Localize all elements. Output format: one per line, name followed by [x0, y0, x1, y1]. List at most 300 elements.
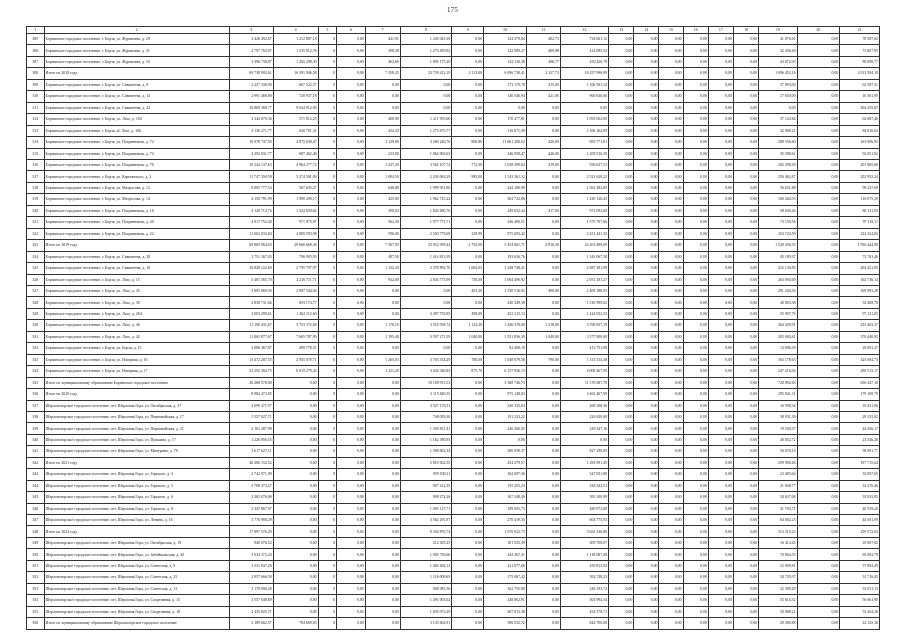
amount-cell: 0,00 — [708, 308, 733, 319]
amount-cell: 0,00 — [797, 194, 840, 205]
amount-cell: 0 — [318, 446, 337, 457]
amount-cell: 396 552,72 — [484, 618, 527, 629]
amount-cell: 0,00 — [659, 297, 683, 308]
amount-cell: 116 671,58 — [484, 125, 527, 136]
amount-cell: 1 218,00 — [526, 320, 560, 331]
amount-cell: 2 230 063,29 — [400, 171, 452, 182]
amount-cell: 0,00 — [526, 515, 560, 526]
amount-cell: 656 447,10 — [840, 377, 880, 388]
amount-cell: 0,00 — [337, 285, 366, 296]
amount-cell: 1 152,20 — [365, 263, 400, 274]
amount-cell: 62 687,46 — [840, 114, 880, 125]
amount-cell: 0,00 — [797, 400, 840, 411]
amount-cell: 0,00 — [526, 446, 560, 457]
amount-cell: 1 094,50 — [365, 171, 400, 182]
amount-cell: 0,00 — [365, 343, 400, 354]
amount-cell: 0,00 — [365, 560, 400, 571]
amount-cell: 0,00 — [634, 480, 659, 491]
amount-cell: 1 424 032,53 — [560, 308, 608, 319]
amount-cell: 0,00 — [733, 366, 758, 377]
amount-cell: 18 007,82 — [840, 537, 880, 548]
amount-cell: 0,00 — [609, 434, 634, 445]
amount-cell: 1 905 736,66 — [400, 549, 452, 560]
amount-cell: 0,00 — [337, 549, 366, 560]
amount-cell: 2 792,00 — [452, 240, 484, 251]
amount-cell: 0 — [318, 171, 337, 182]
amount-cell: 0 — [318, 618, 337, 629]
amount-cell: 0,00 — [365, 457, 400, 468]
amount-cell: 0,00 — [659, 343, 683, 354]
amount-cell: 0,00 — [609, 285, 634, 296]
amount-cell: 0,00 — [708, 549, 733, 560]
amount-cell: 0,00 — [337, 423, 366, 434]
amount-cell: 57 092,49 — [840, 560, 880, 571]
amount-cell: 0,00 — [683, 137, 708, 148]
amount-cell: 0,00 — [609, 228, 634, 239]
amount-cell: 400,90 — [365, 114, 400, 125]
amount-cell: 3 597 271,59 — [400, 331, 452, 342]
amount-cell: 97 118,11 — [840, 217, 880, 228]
amount-cell: 491,30 — [452, 285, 484, 296]
table-row — [27, 354, 880, 365]
amount-cell: 0,00 — [797, 228, 840, 239]
amount-cell: 29 666 668,36 — [273, 240, 318, 251]
amount-cell: 0,00 — [659, 526, 683, 537]
amount-cell: 0,00 — [733, 492, 758, 503]
amount-cell: 0,00 — [797, 251, 840, 262]
amount-cell: 3 136 271,77 — [229, 125, 273, 136]
amount-cell: 29 155,02 — [840, 411, 880, 422]
table-row — [27, 91, 880, 102]
amount-cell: 0,00 — [634, 34, 659, 45]
amount-cell: 1 124,30 — [452, 320, 484, 331]
table-row — [27, 377, 880, 388]
address-cell: Борзинское городское поселение, г. Борзя, ул. Нагорная, д. 17 — [44, 366, 229, 377]
column-number-cell: 2 — [44, 27, 229, 34]
amount-cell: 0,00 — [337, 606, 366, 617]
amount-cell: 295 841,31 — [759, 389, 797, 400]
amount-cell: 0,00 — [708, 114, 733, 125]
amount-cell: 40 803,38 — [759, 297, 797, 308]
amount-cell: 0,00 — [337, 400, 366, 411]
amount-cell: 907 412,35 — [400, 480, 452, 491]
amount-cell: 392 728,23 — [560, 572, 608, 583]
amount-cell: 0,00 — [526, 263, 560, 274]
amount-cell: 0,00 — [273, 446, 318, 457]
amount-cell: 0,00 — [526, 171, 560, 182]
amount-cell: 0,00 — [659, 114, 683, 125]
amount-cell: 41 703,71 — [759, 503, 797, 514]
amount-cell: 0 — [318, 469, 337, 480]
row-number-cell: 353 — [27, 583, 45, 594]
amount-cell: 2 742 971,90 — [229, 469, 273, 480]
amount-cell: 0,00 — [337, 515, 366, 526]
amount-cell: 0 — [318, 400, 337, 411]
amount-cell: 875,70 — [452, 366, 484, 377]
amount-cell: 0,00 — [733, 480, 758, 491]
amount-cell: 55 614,32 — [759, 595, 797, 606]
table-row — [27, 205, 880, 216]
amount-cell: 441,91 — [365, 34, 400, 45]
table-row — [27, 366, 880, 377]
amount-cell: 0,00 — [365, 285, 400, 296]
amount-cell: 0,00 — [683, 446, 708, 457]
amount-cell: 0,00 — [337, 492, 366, 503]
table-row — [27, 400, 880, 411]
amount-cell: 0,00 — [634, 217, 659, 228]
amount-cell: 0,00 — [526, 194, 560, 205]
amount-cell: 1 843 680,76 — [400, 205, 452, 216]
amount-cell: 0,00 — [708, 595, 733, 606]
amount-cell: 0,00 — [337, 618, 366, 629]
amount-cell: 0,00 — [659, 469, 683, 480]
address-cell: Борзинское городское поселение, г. Борзя, ул. Нагорная, д. 16 — [44, 354, 229, 365]
amount-cell: 0,00 — [659, 572, 683, 583]
amount-cell: 0,00 — [337, 377, 366, 388]
amount-cell: 0,00 — [634, 263, 659, 274]
amount-cell: 3 368 746,73 — [484, 377, 527, 388]
amount-cell: 26 268 578,80 — [229, 377, 273, 388]
amount-cell: 0,00 — [708, 182, 733, 193]
address-cell: Шерловогорское городское поселение, пгт. Шерловая Гора, ул. Пушкина, д. 17 — [44, 434, 229, 445]
amount-cell: 0,00 — [609, 492, 634, 503]
amount-cell: 3 753 372,84 — [273, 320, 318, 331]
amount-cell: 0 — [318, 159, 337, 170]
amount-cell: 0,00 — [733, 285, 758, 296]
amount-cell: 567 635,27 — [273, 182, 318, 193]
amount-cell: 0,00 — [526, 411, 560, 422]
amount-cell: 0,00 — [609, 308, 634, 319]
amount-cell: 480 972,08 — [560, 503, 608, 514]
amount-cell: 0,00 — [797, 308, 840, 319]
amount-cell: 124 379,84 — [484, 34, 527, 45]
table-row — [27, 102, 880, 113]
amount-cell: 414 095,54 — [560, 45, 608, 56]
amount-cell: 0,00 — [526, 606, 560, 617]
amount-cell: 0,00 — [797, 537, 840, 548]
amount-cell: 975 693,42 — [484, 228, 527, 239]
amount-cell: 0,00 — [797, 595, 840, 606]
amount-cell: 0,00 — [797, 366, 840, 377]
address-cell: Шерловогорское городское поселение, пгт. Шерловая Гора, ул. Советская, д. 25 — [44, 572, 229, 583]
amount-cell: 0,00 — [337, 240, 366, 251]
amount-cell: 0,00 — [526, 400, 560, 411]
amount-cell: 0,00 — [452, 400, 484, 411]
amount-cell: 0,00 — [634, 389, 659, 400]
address-cell: Борзинское городское поселение, г. Борзя, ул. Пограничная, д. 16 — [44, 205, 229, 216]
amount-cell: 499 778,51 — [273, 343, 318, 354]
amount-cell: 450 426,78 — [560, 56, 608, 67]
amount-cell: 29 490,88 — [759, 618, 797, 629]
amount-cell: 0,00 — [683, 389, 708, 400]
column-number-cell: 10 — [484, 27, 527, 34]
address-cell: Итого по 2018 году — [44, 68, 229, 79]
address-cell: Шерловогорское городское поселение, пгт. Шерловая Гора, ул. Ленина, д. 16 — [44, 515, 229, 526]
amount-cell: 1 226 856,55 — [229, 434, 273, 445]
amount-cell: 0,00 — [708, 446, 733, 457]
amount-cell: 0,00 — [337, 91, 366, 102]
amount-cell: 0,00 — [708, 137, 733, 148]
amount-cell: 0,00 — [526, 503, 560, 514]
amount-cell: 0,00 — [683, 480, 708, 491]
amount-cell: 291 244,54 — [759, 285, 797, 296]
amount-cell: 1 990 209,17 — [273, 194, 318, 205]
amount-cell: 23 759 412,10 — [400, 68, 452, 79]
amount-cell: 0,00 — [337, 263, 366, 274]
amount-cell: 0,00 — [526, 583, 560, 594]
amount-cell: 0,00 — [634, 68, 659, 79]
amount-cell: 33 935,85 — [840, 492, 880, 503]
amount-cell: 0,00 — [273, 572, 318, 583]
amount-cell: 348 193,72 — [560, 583, 608, 594]
table-row — [27, 228, 880, 239]
amount-cell: 0,00 — [659, 400, 683, 411]
amount-cell: 3 769 657,19 — [560, 320, 608, 331]
amount-cell: 4 120 712,76 — [229, 205, 273, 216]
amount-cell: 421,00 — [526, 91, 560, 102]
amount-cell: 1 143 261,32 — [484, 171, 527, 182]
address-cell: Борзинское городское поселение, г. Борзя, ул. Борзя, д. 15 — [44, 343, 229, 354]
amount-cell: 0,00 — [708, 492, 733, 503]
amount-cell: 3 776 968,29 — [229, 515, 273, 526]
amount-cell: 0,00 — [634, 606, 659, 617]
amount-cell: 0,00 — [365, 526, 400, 537]
amount-cell: 0,00 — [560, 102, 608, 113]
amount-cell: 0,00 — [659, 34, 683, 45]
amount-cell: 19 540,57 — [759, 423, 797, 434]
amount-cell: 1 324 650,62 — [273, 205, 318, 216]
amount-cell: 0,00 — [634, 492, 659, 503]
amount-cell: 0,00 — [634, 434, 659, 445]
amount-cell: 0 — [318, 515, 337, 526]
amount-cell: 312 305,25 — [400, 537, 452, 548]
amount-cell: 0,00 — [733, 331, 758, 342]
row-number-cell: 345 — [27, 492, 45, 503]
amount-cell: 0,00 — [733, 102, 758, 113]
amount-cell: 0,00 — [337, 411, 366, 422]
amount-cell: 0,00 — [609, 102, 634, 113]
amount-cell: 0,00 — [797, 171, 840, 182]
amount-cell: 0,00 — [365, 434, 400, 445]
amount-cell: 0,00 — [365, 400, 400, 411]
amount-cell: 0,00 — [452, 560, 484, 571]
amount-cell: 0,00 — [797, 377, 840, 388]
amount-cell: 0,00 — [337, 526, 366, 537]
amount-cell: 10 828 122,60 — [229, 263, 273, 274]
amount-cell: 0,00 — [683, 618, 708, 629]
address-cell: Борзинское городское поселение, г. Борзя, ул. Пограничная, д. 76 — [44, 159, 229, 170]
row-number-cell: 318 — [27, 182, 45, 193]
amount-cell: 0,00 — [365, 492, 400, 503]
amount-cell: 3 562 107,72 — [400, 159, 452, 170]
amount-cell: 40 559,20 — [840, 503, 880, 514]
amount-cell: 499,00 — [452, 308, 484, 319]
amount-cell: 0,00 — [733, 34, 758, 45]
amount-cell: 31 716,45 — [840, 572, 880, 583]
amount-cell: 0 — [318, 217, 337, 228]
amount-cell: 0,00 — [659, 618, 683, 629]
amount-cell: 0,00 — [733, 583, 758, 594]
amount-cell: 11 662 033,84 — [229, 228, 273, 239]
amount-cell: 0,00 — [273, 389, 318, 400]
table-row — [27, 297, 880, 308]
amount-cell: 0,00 — [484, 102, 527, 113]
column-number-cell: 6 — [337, 27, 366, 34]
amount-cell: 0,00 — [273, 606, 318, 617]
amount-cell: 32 276,46 — [840, 480, 880, 491]
amount-cell: 419,00 — [526, 159, 560, 170]
amount-cell: 0,00 — [659, 354, 683, 365]
amount-cell: 1 249 748,41 — [484, 263, 527, 274]
amount-cell: 0 — [318, 354, 337, 365]
amount-cell: 0,00 — [365, 583, 400, 594]
amount-cell: 4 809 593,98 — [273, 228, 318, 239]
amount-cell: 173 179,70 — [484, 79, 527, 90]
amount-cell: 0,00 — [526, 228, 560, 239]
amount-cell: 0,00 — [708, 148, 733, 159]
amount-cell: 0,00 — [452, 45, 484, 56]
amount-cell: 0,00 — [797, 205, 840, 216]
amount-cell: 390,03 — [365, 205, 400, 216]
amount-cell: 0,00 — [365, 515, 400, 526]
amount-cell: 0,00 — [797, 618, 840, 629]
amount-cell: 0,00 — [634, 515, 659, 526]
amount-cell: 0,00 — [797, 56, 840, 67]
amount-cell: 2 347 867,97 — [229, 503, 273, 514]
amount-cell: 0,00 — [683, 34, 708, 45]
column-number-cell: 20 — [797, 27, 840, 34]
amount-cell: 3 557 648,69 — [229, 595, 273, 606]
amount-cell: 0 — [318, 537, 337, 548]
amount-cell: 41 876,61 — [759, 34, 797, 45]
amount-cell: 972 092,69 — [560, 205, 608, 216]
amount-cell: 0,00 — [273, 560, 318, 571]
amount-cell: 0,00 — [365, 480, 400, 491]
amount-cell: 0,00 — [708, 480, 733, 491]
amount-cell: 0 — [318, 457, 337, 468]
amount-cell: 3 895 869,30 — [229, 285, 273, 296]
amount-cell: 0,00 — [337, 331, 366, 342]
amount-cell: 1 330 831,41 — [400, 423, 452, 434]
amount-cell: 0,00 — [634, 423, 659, 434]
address-cell: Шерловогорское городское поселение, пгт. Шерловая Гора, ул. Спортивная, д. 18 — [44, 606, 229, 617]
amount-cell: 99 227,69 — [840, 182, 880, 193]
amount-cell: 205 084,41 — [759, 331, 797, 342]
amount-cell: 0,00 — [609, 217, 634, 228]
amount-cell: 0,00 — [659, 45, 683, 56]
amount-cell: 0,00 — [797, 125, 840, 136]
table-row — [27, 572, 880, 583]
amount-cell: 0,00 — [609, 537, 634, 548]
amount-cell: 2 897 344,04 — [273, 285, 318, 296]
table-row — [27, 434, 880, 445]
amount-cell: 0,00 — [683, 434, 708, 445]
amount-cell: 1 002,03 — [452, 263, 484, 274]
amount-cell: 3 462 467,99 — [560, 389, 608, 400]
amount-cell: 16 590,34 — [759, 400, 797, 411]
amount-cell: 0,00 — [609, 515, 634, 526]
amount-cell: 0,00 — [733, 274, 758, 285]
amount-cell: 2 816,30 — [526, 240, 560, 251]
amount-cell: 142 130,38 — [484, 56, 527, 67]
amount-cell: 1 096 452,16 — [759, 68, 797, 79]
column-number-cell: 7 — [365, 27, 400, 34]
amount-cell: 0,00 — [797, 182, 840, 193]
amount-cell: 0,00 — [337, 34, 366, 45]
table-row — [27, 159, 880, 170]
table-row — [27, 148, 880, 159]
amount-cell: 0,00 — [526, 457, 560, 468]
amount-cell: 3 434 340,83 — [400, 366, 452, 377]
amount-cell: 0 — [318, 389, 337, 400]
amount-cell: 604 775,93 — [560, 515, 608, 526]
amount-cell: 10 108 913,53 — [400, 377, 452, 388]
amount-cell: 0,00 — [609, 606, 634, 617]
amount-cell: 69 865 964,03 — [229, 240, 273, 251]
amount-cell: 571 812,25 — [273, 114, 318, 125]
capital-repair-table — [26, 26, 880, 630]
amount-cell: 1 575 767,66 — [560, 217, 608, 228]
row-number-cell: 332 — [27, 343, 45, 354]
amount-cell: 0,00 — [273, 480, 318, 491]
table-row — [27, 503, 880, 514]
amount-cell: 748 039,30 — [400, 411, 452, 422]
amount-cell: 0,00 — [708, 377, 733, 388]
amount-cell: 0,00 — [659, 583, 683, 594]
amount-cell: 0,00 — [708, 79, 733, 90]
amount-cell: 0 — [318, 560, 337, 571]
amount-cell: 0,00 — [733, 377, 758, 388]
address-cell: Шерловогорское городское поселение, пгт. Шерловая Гора, ул. Забайкальская, д. 20 — [44, 549, 229, 560]
amount-cell: 0,00 — [634, 114, 659, 125]
amount-cell: 232 130,85 — [759, 263, 797, 274]
amount-cell: 806,80 — [452, 137, 484, 148]
address-cell: Борзинское городское поселение, г. Борзя, ул. Пограничная, д. 20 — [44, 217, 229, 228]
address-cell: Борзинское городское поселение, г. Борзя, ул. Пограничная, д. 74 — [44, 148, 229, 159]
amount-cell: 23 203 489,69 — [560, 240, 608, 251]
amount-cell: 0,00 — [337, 205, 366, 216]
amount-cell: 0,00 — [609, 182, 634, 193]
row-number-cell: 335 — [27, 377, 45, 388]
amount-cell: 0,00 — [797, 68, 840, 79]
amount-cell: 1 956 444,90 — [840, 240, 880, 251]
amount-cell: 0,00 — [337, 434, 366, 445]
row-number-cell: 352 — [27, 572, 45, 583]
amount-cell: 959 930,11 — [400, 469, 452, 480]
amount-cell: 0,00 — [365, 423, 400, 434]
amount-cell: 2 550 779,69 — [400, 228, 452, 239]
amount-cell: 0 — [318, 56, 337, 67]
address-cell: Шерловогорское городское поселение, пгт. Шерловая Гора, ул. Советская, д. 13 — [44, 583, 229, 594]
amount-cell: 0,00 — [659, 263, 683, 274]
amount-cell: 0,00 — [634, 240, 659, 251]
amount-cell: 0 — [318, 285, 337, 296]
address-cell: Борзинское городское поселение, г. Борзя, ул. Савватеева, д. 8 — [44, 79, 229, 90]
amount-cell: 0,00 — [609, 457, 634, 468]
address-cell: Шерловогорское городское поселение, пгт. Шерловая Гора, ул. Горького, д. 6 — [44, 492, 229, 503]
amount-cell: 0,00 — [708, 45, 733, 56]
amount-cell: 1 064 496,92 — [484, 274, 527, 285]
amount-cell: 0,00 — [733, 228, 758, 239]
amount-cell: 0,00 — [609, 400, 634, 411]
row-number-cell: 350 — [27, 549, 45, 560]
amount-cell: 1 275 675,77 — [400, 125, 452, 136]
amount-cell: 92 051,82 — [840, 148, 880, 159]
amount-cell: 33 031,13 — [840, 583, 880, 594]
amount-cell: 434,35 — [365, 125, 400, 136]
amount-cell: 426,00 — [526, 148, 560, 159]
amount-cell: 0,00 — [452, 515, 484, 526]
